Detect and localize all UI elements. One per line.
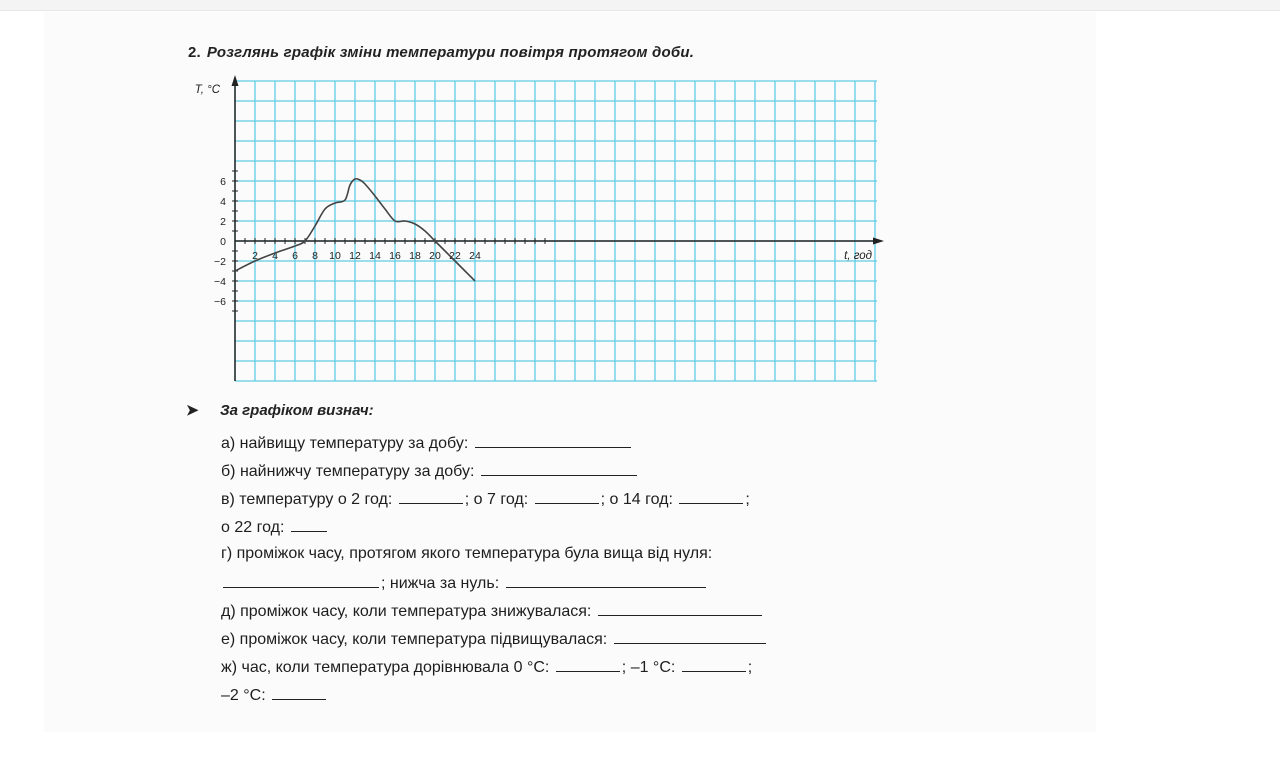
question-e-text: е) проміжок часу, коли температура підвищувалася: bbox=[221, 631, 608, 648]
x-axis-arrow-icon bbox=[873, 238, 884, 245]
question-zh-text-1: ж) час, коли температура дорівнювала 0 °С: bbox=[221, 659, 550, 676]
question-zh-end: ; bbox=[747, 659, 753, 676]
y-tick-label: 6 bbox=[220, 176, 226, 188]
y-tick-label: 2 bbox=[220, 216, 226, 228]
question-v-cont bbox=[221, 517, 329, 537]
questions-heading-text: За графіком визнач: bbox=[220, 402, 374, 419]
x-tick-label: 6 bbox=[292, 250, 298, 262]
y-tick-label: −6 bbox=[214, 296, 226, 308]
question-g-text: г) проміжок часу, протягом якого температура була вища від нуля: bbox=[221, 545, 713, 562]
answer-v-14h-blank[interactable] bbox=[679, 489, 743, 504]
x-axis-label: t, год bbox=[844, 250, 872, 262]
y-tick-label: 0 bbox=[220, 236, 226, 248]
answer-v-2h-blank[interactable] bbox=[399, 489, 463, 504]
question-b-text: б) найнижчу температуру за добу: bbox=[221, 463, 475, 480]
questions-heading bbox=[186, 401, 374, 419]
question-g-cont bbox=[221, 573, 708, 593]
question-g bbox=[221, 545, 712, 563]
question-v-text-3: ; о 14 год: bbox=[600, 491, 673, 508]
question-b bbox=[221, 461, 639, 481]
question-a bbox=[221, 433, 633, 453]
answer-v-22h-blank[interactable] bbox=[291, 517, 327, 532]
x-tick-label: 20 bbox=[429, 250, 441, 262]
x-tick-label: 12 bbox=[349, 250, 361, 262]
top-bar bbox=[0, 0, 1280, 11]
question-zh-cont bbox=[221, 685, 328, 705]
x-tick-label: 8 bbox=[312, 250, 318, 262]
answer-a-blank[interactable] bbox=[475, 433, 631, 448]
x-tick-label: 10 bbox=[329, 250, 341, 262]
question-v-text-1: в) температуру о 2 год: bbox=[221, 491, 393, 508]
x-tick-label: 4 bbox=[272, 250, 278, 262]
y-tick-label: −4 bbox=[214, 276, 226, 288]
x-tick-label: 18 bbox=[409, 250, 421, 262]
answer-g-above-blank[interactable] bbox=[223, 573, 379, 588]
answer-zh-0-blank[interactable] bbox=[556, 657, 620, 672]
answer-b-blank[interactable] bbox=[481, 461, 637, 476]
question-d-text: д) проміжок часу, коли температура знижувалася: bbox=[221, 603, 592, 620]
x-tick-label: 24 bbox=[469, 250, 481, 262]
question-zh-text-2: ; –1 °С: bbox=[621, 659, 676, 676]
answer-zh-minus2-blank[interactable] bbox=[272, 685, 326, 700]
y-tick-label: 4 bbox=[220, 196, 226, 208]
x-tick-label: 22 bbox=[449, 250, 461, 262]
question-e bbox=[221, 629, 768, 649]
answer-v-7h-blank[interactable] bbox=[535, 489, 599, 504]
x-tick-label: 14 bbox=[369, 250, 381, 262]
question-zh-text-3: –2 °С: bbox=[221, 687, 266, 704]
question-v-text-2: ; о 7 год: bbox=[464, 491, 529, 508]
question-v-text-4: о 22 год: bbox=[221, 519, 285, 536]
question-d bbox=[221, 601, 764, 621]
x-tick-label: 2 bbox=[252, 250, 258, 262]
x-tick-label: 16 bbox=[389, 250, 401, 262]
task-text: Розглянь графік зміни температури повітря протягом доби. bbox=[206, 44, 695, 61]
question-v-end: ; bbox=[745, 491, 750, 508]
question-g-text-2: ; нижча за нуль: bbox=[381, 575, 500, 592]
answer-e-blank[interactable] bbox=[614, 629, 766, 644]
task-title bbox=[188, 44, 694, 61]
question-zh bbox=[221, 657, 752, 677]
question-v bbox=[221, 489, 750, 509]
temperature-chart bbox=[190, 74, 890, 390]
question-a-text: а) найвищу температуру за добу: bbox=[221, 435, 469, 452]
chart-grid bbox=[235, 81, 877, 381]
answer-g-below-blank[interactable] bbox=[506, 573, 706, 588]
arrow-bullet-icon: ➤ bbox=[186, 402, 199, 419]
y-axis-label: T, °C bbox=[194, 84, 220, 96]
task-number: 2. bbox=[188, 44, 201, 61]
answer-zh-minus1-blank[interactable] bbox=[682, 657, 746, 672]
y-tick-label: −2 bbox=[214, 256, 226, 268]
answer-d-blank[interactable] bbox=[598, 601, 762, 616]
